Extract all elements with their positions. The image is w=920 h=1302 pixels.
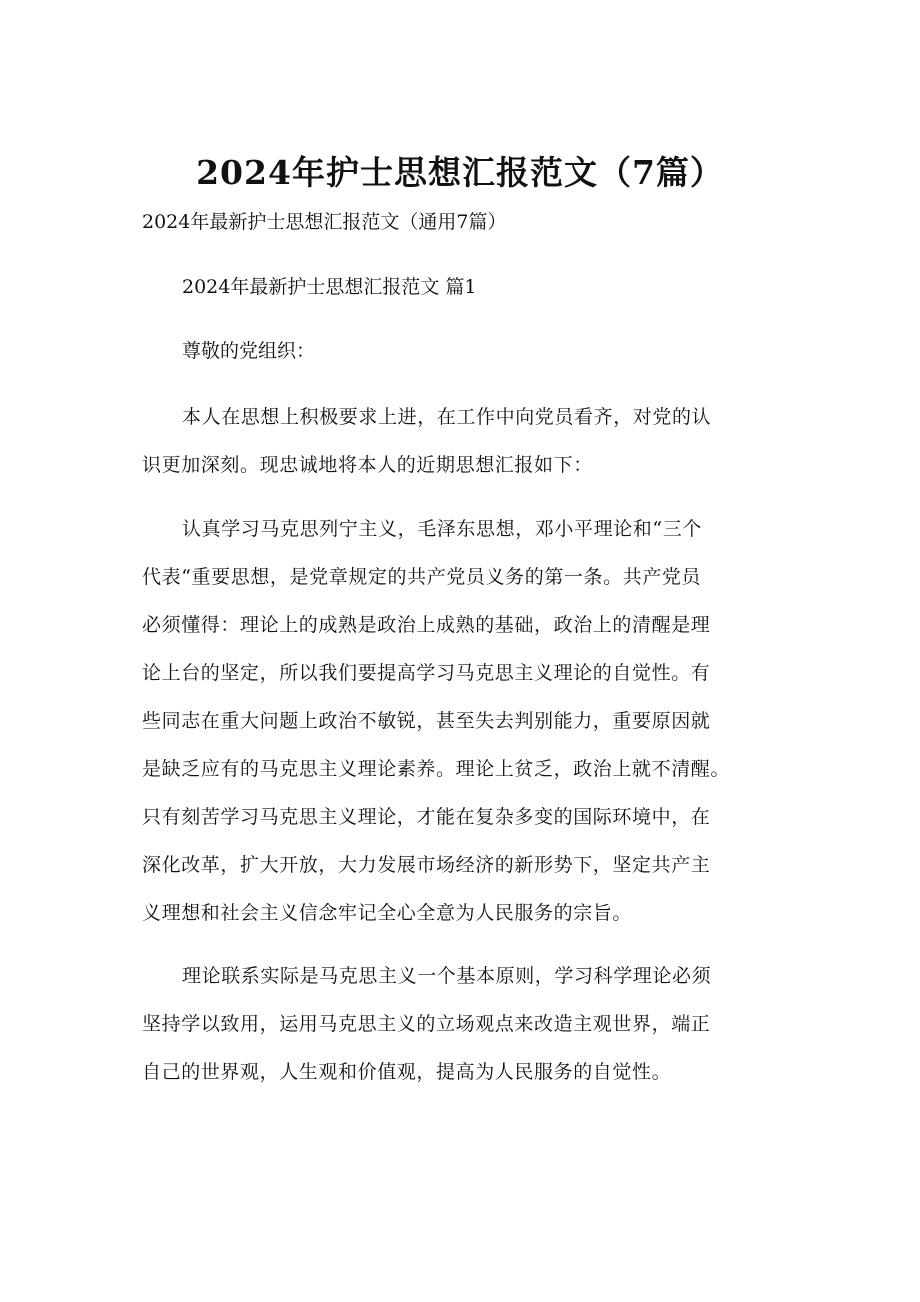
paragraph-3 xyxy=(142,952,832,1096)
paragraph-line: 理论联系实际是马克思主义一个基本原则，学习科学理论必须 xyxy=(182,965,712,987)
paragraph-line: 是缺乏应有的马克思主义理论素养。理论上贫乏，政治上就不清醒。 xyxy=(142,758,731,780)
paragraph-2 xyxy=(142,505,832,937)
paragraph-1 xyxy=(142,393,832,489)
salutation: 尊敬的党组织： xyxy=(182,340,316,362)
section-heading: 2024年最新护士思想汇报范文 篇1 xyxy=(182,276,477,298)
paragraph-line: 论上台的坚定，所以我们要提高学习马克思主义理论的自觉性。有 xyxy=(142,662,711,684)
paragraph-line: 只有刻苦学习马克思主义理论，才能在复杂多变的国际环境中，在 xyxy=(142,806,711,828)
paragraph-line: 自己的世界观，人生观和价值观，提高为人民服务的自觉性。 xyxy=(142,1061,672,1083)
paragraph-line: 认真学习马克思列宁主义，毛泽东思想，邓小平理论和“三个 xyxy=(182,518,702,540)
paragraph-line: 识更加深刻。现忠诚地将本人的近期思想汇报如下： xyxy=(142,454,593,476)
document-subtitle: 2024年最新护士思想汇报范文（通用7篇） xyxy=(142,211,507,233)
paragraph-line: 义理想和社会主义信念牢记全心全意为人民服务的宗旨。 xyxy=(142,902,633,924)
document-title: 2024年护士思想汇报范文（7篇） xyxy=(196,153,724,192)
paragraph-line: 本人在思想上积极要求上进，在工作中向党员看齐，对党的认 xyxy=(182,406,712,428)
paragraph-line: 坚持学以致用，运用马克思主义的立场观点来改造主观世界，端正 xyxy=(142,1013,711,1035)
paragraph-line: 深化改革，扩大开放，大力发展市场经济的新形势下，坚定共产主 xyxy=(142,854,711,876)
paragraph-line: 代表“重要思想，是党章规定的共产党员义务的第一条。共产党员 xyxy=(142,566,702,588)
paragraph-line: 必须懂得：理论上的成熟是政治上成熟的基础，政治上的清醒是理 xyxy=(142,614,711,636)
paragraph-line: 些同志在重大问题上政治不敏锐，甚至失去判别能力，重要原因就 xyxy=(142,710,711,732)
